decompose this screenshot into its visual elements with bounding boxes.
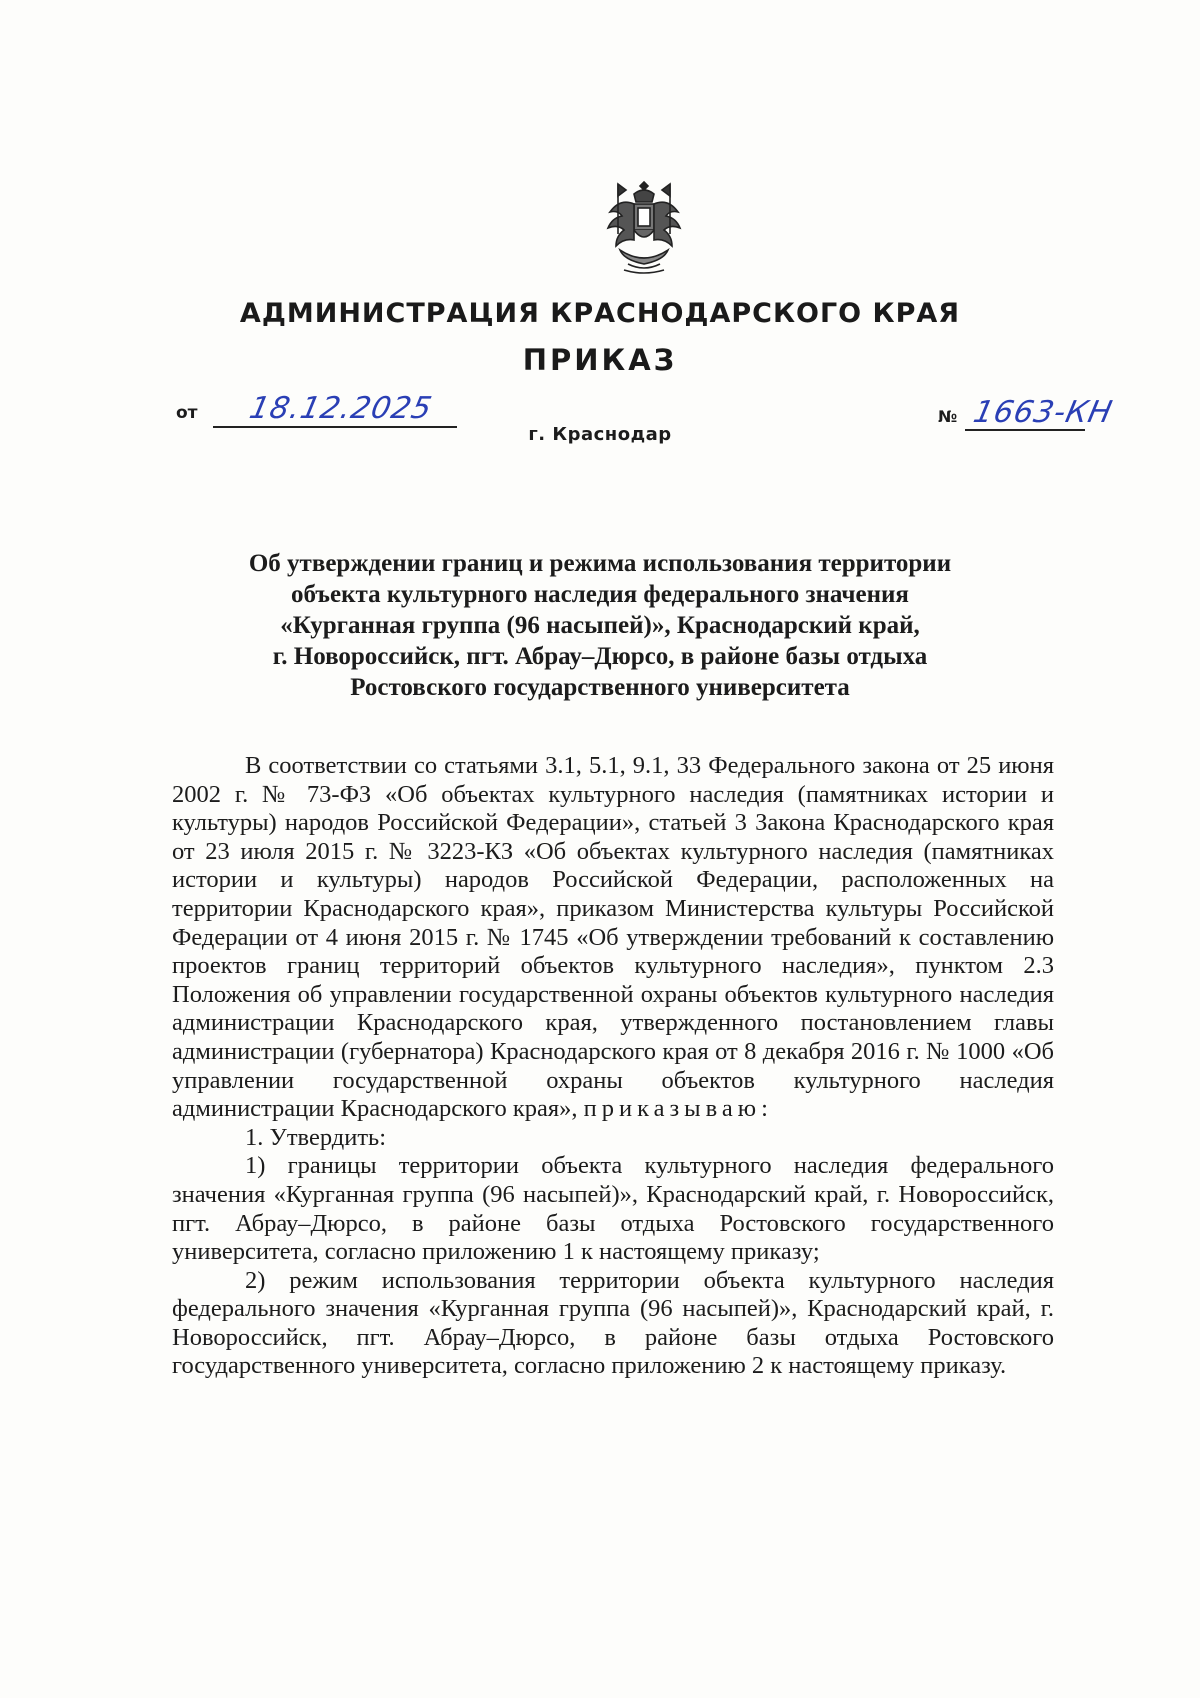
organization-title: АДМИНИСТРАЦИЯ КРАСНОДАРСКОГО КРАЯ — [239, 298, 961, 329]
title-line: г. Новороссийск, пгт. Абрау–Дюрсо, в районе базы отдыха — [272, 643, 928, 670]
preamble-text: В соответствии со статьями 3.1, 5.1, 9.1, 33 Федерального закона от 25 июня 2002 г. № 73-ФЗ «Об объектах культурного наследия (памятниках истории и культуры) народов Российской Федерации», статьей 3 Закона Краснодарского края от 23 июля 2015 г. № 3223-КЗ «Об объектах культурного наследия (памятниках истории и культуры) народов Российской Федерации, расположенных на территории Краснодарского края», приказом Министерства культуры Российской Федерации от 4 июня 2015 г. № 1745 «Об утверждении требований к составлению проектов границ территорий объектов культурного наследия», пунктом 2.3 Положения об управлении государственной охраны объектов культурного наследия администрации Краснодарского края, утвержденного постановлением главы администрации (губернатора) Краснодарского края от 8 декабря 2016 г. № 1000 «Об управлении государственной охраны объектов культурного наследия администрации Краснодарского края», — [172, 752, 1054, 1123]
date-prefix-label: от — [176, 403, 198, 423]
document-type-title: ПРИКАЗ — [522, 343, 678, 377]
title-line: Об утверждении границ и режима использования территории — [248, 550, 952, 577]
title-line: Ростовского государственного университета — [350, 674, 850, 701]
document-title — [200, 548, 1000, 703]
title-line: объекта культурного наследия федерального значения — [291, 581, 909, 608]
number-prefix-label: № — [938, 407, 958, 426]
preamble-paragraph — [172, 752, 1054, 1124]
item-1: 1. Утвердить: — [245, 1123, 387, 1151]
item-1-1: 1) границы территории объекта культурного наследия федерального значения «Курганная группа (96 насыпей)», Краснодарский край, г. Новороссийск, пгт. Абрау–Дюрсо, в районе базы отдыха Ростовского государственного университета, согласно приложению 1 к настоящему приказу; — [172, 1152, 1054, 1266]
item-1-2: 2) режим использования территории объекта культурного наследия федерального значения «Курганная группа (96 насыпей)», Краснодарский край, г. Новороссийск, пгт. Абрау–Дюрсо, в районе базы отдыха Ростовского государственного университета, согласно приложению 2 к настоящему приказу. — [172, 1266, 1054, 1380]
document-body — [172, 752, 1054, 1381]
order-word: приказываю: — [583, 1095, 773, 1123]
city-label: г. Краснодар — [528, 424, 672, 445]
coat-of-arms-icon — [598, 178, 690, 278]
handwritten-number: 1663-КН — [970, 395, 1116, 430]
title-line: «Курганная группа (96 насыпей)», Краснодарский край, — [280, 612, 920, 639]
handwritten-date: 18.12.2025 — [246, 391, 436, 426]
